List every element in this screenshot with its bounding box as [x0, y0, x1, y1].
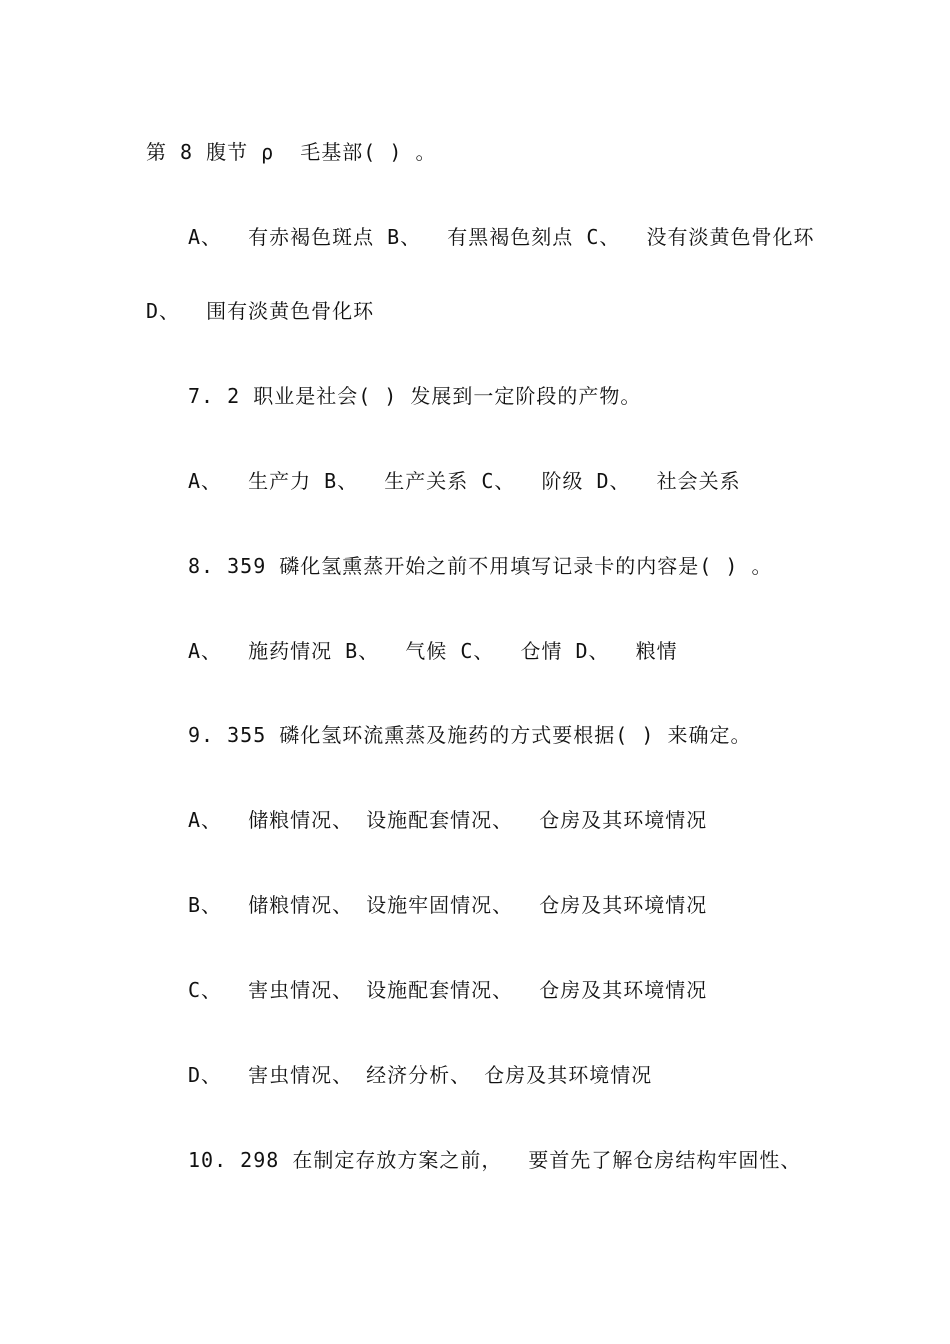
option-line: C、 害虫情况、 设施配套情况、 仓房及其环境情况 — [188, 978, 708, 1002]
question-line: 9. 355 磷化氢环流熏蒸及施药的方式要根据( ) 来确定。 — [188, 723, 752, 747]
option-line: A、 施药情况 B、 气候 C、 仓情 D、 粮情 — [188, 639, 678, 663]
option-line: A、 储粮情况、 设施配套情况、 仓房及其环境情况 — [188, 808, 708, 832]
option-line: A、 生产力 B、 生产关系 C、 阶级 D、 社会关系 — [188, 469, 741, 493]
question-line: 10. 298 在制定存放方案之前， 要首先了解仓房结构牢固性、 — [188, 1148, 802, 1172]
question-line: 第 8 腹节 ρ 毛基部( ) 。 — [146, 140, 437, 164]
option-line: D、 围有淡黄色骨化环 — [146, 299, 375, 323]
question-line: 7. 2 职业是社会( ) 发展到一定阶段的产物。 — [188, 384, 642, 408]
option-line: D、 害虫情况、 经济分析、 仓房及其环境情况 — [188, 1063, 653, 1087]
option-line: A、 有赤褐色斑点 B、 有黑褐色刻点 C、 没有淡黄色骨化环 — [188, 225, 815, 249]
question-line: 8. 359 磷化氢熏蒸开始之前不用填写记录卡的内容是( ) 。 — [188, 554, 773, 578]
option-line: B、 储粮情况、 设施牢固情况、 仓房及其环境情况 — [188, 893, 708, 917]
